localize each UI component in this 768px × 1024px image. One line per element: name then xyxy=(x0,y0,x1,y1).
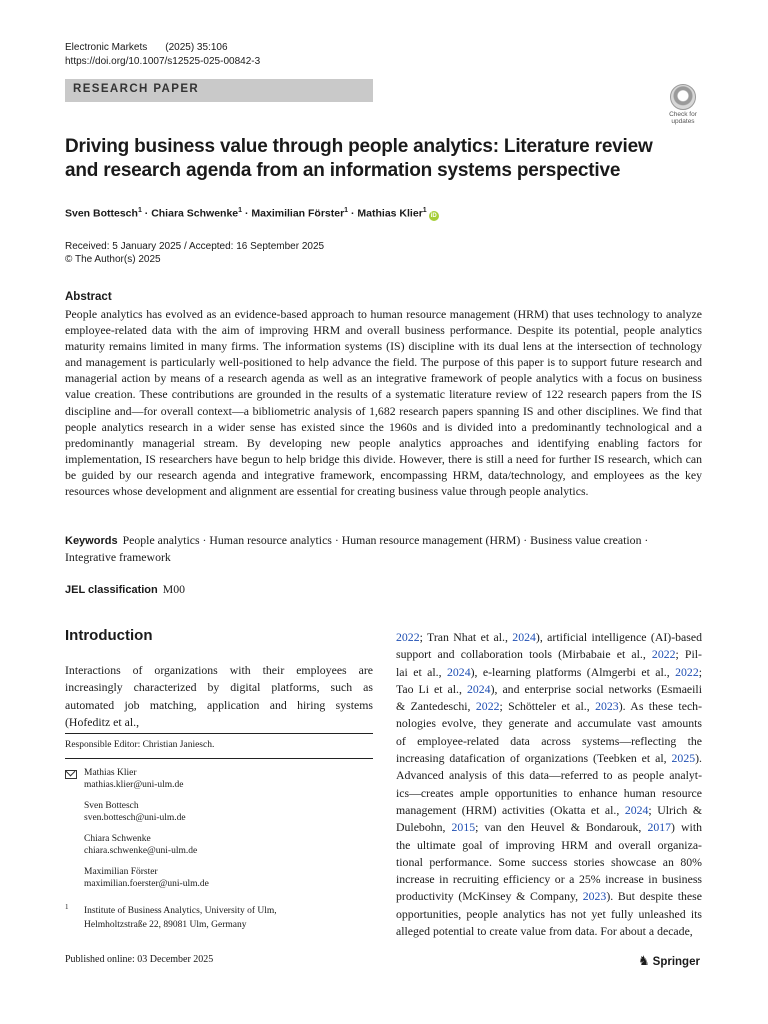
citation-link[interactable]: 2024 xyxy=(624,802,649,817)
text-segment: tional performance. Some success stories showcase an 80% xyxy=(396,854,702,869)
jel-value: M00 xyxy=(162,582,186,596)
text-line xyxy=(396,698,702,715)
jel-heading: JEL classification xyxy=(65,584,158,596)
text-line xyxy=(396,767,702,784)
text-segment: of employee-related data across systems—reflecting the xyxy=(396,733,702,748)
email-icon xyxy=(65,770,77,779)
keywords-section xyxy=(65,532,702,565)
introduction-right-text xyxy=(396,629,702,940)
text-line xyxy=(396,802,702,819)
contact-name: Mathias Klier xyxy=(84,768,137,778)
text-segment: Dulebohn, xyxy=(396,820,452,835)
citation-link[interactable]: 2022 xyxy=(675,664,699,679)
contact-entry xyxy=(84,833,197,857)
keywords-heading: Keywords xyxy=(65,535,118,547)
journal-info xyxy=(65,41,228,54)
title-line-2: and research agenda from an information systems perspective xyxy=(65,160,621,181)
citation-link[interactable]: 2022 xyxy=(396,630,420,644)
text-line xyxy=(396,681,702,698)
citation-link[interactable]: 2024 xyxy=(466,681,491,696)
affiliation-line-1: Institute of Business Analytics, University of Ulm, xyxy=(84,906,277,916)
text-segment: productivity (McKinsey & Company, xyxy=(396,889,583,904)
introduction-heading: Introduction xyxy=(65,627,153,644)
text-segment: Advanced analysis of this data—referred to as people analyt- xyxy=(396,768,702,783)
affiliation-number: 1 xyxy=(65,903,69,911)
text-segment: lai et al., xyxy=(396,664,447,679)
affiliation-marker: 1 xyxy=(238,207,243,214)
paper-title xyxy=(65,135,685,183)
affiliation-text xyxy=(84,904,277,932)
text-segment: ) with xyxy=(671,820,702,835)
keywords-text: People analytics · Human resource analytics · Human resource management (HRM) · Business value creation · Integrative framework xyxy=(65,533,649,564)
text-line xyxy=(396,837,702,854)
check-for-updates-button[interactable] xyxy=(664,84,702,124)
citation-link[interactable]: 2025 xyxy=(671,751,696,766)
text-line xyxy=(396,785,702,802)
text-segment: ; Tran Nhat et al., xyxy=(419,630,513,644)
text-line xyxy=(396,923,702,940)
contact-name: Chiara Schwenke xyxy=(84,834,151,844)
citation-link[interactable]: 2024 xyxy=(512,630,536,644)
text-segment: ). As these tech- xyxy=(618,699,703,714)
contact-entry xyxy=(84,866,209,890)
abstract-text: People analytics has evolved as an evidence-based approach to human resource management (HRM) that uses technology to analyze employee-related data with the aim of improving HRM and overall business performance. Despite its potential, people analytics maturity remains limited in many firms. The information systems (IS) discipline with its dual lens at the intersection of technology and management is particularly well-positioned to help advance the field. The purpose of this paper is to support future research and managerial action by means of a research agenda as well as an integrative framework of people analytics with a focus on business value creation. These contributions are grounded in the results of a systematic literature review of 122 research papers from the IS discipline and—for overall context—a bibliometric analysis of 1,682 research papers spanning IS and other disciplines. We find that people analytics research in a wider sense has existed since the 1960s and is divided into a predominantly technological and a predominantly managerial stream. By developing new people analytics approaches and identifying enabling factors for implementation, IS researchers have begun to help bridge this divide. However, there is still a need for further IS research, which can be guided by our research agenda and integrative framework, encompassing HRM, data/technology, and employees as the key resources whose development and alignment are essential for creating business value through people analytics. xyxy=(65,307,702,499)
author-name[interactable]: Maximilian Förster xyxy=(251,207,345,220)
affiliation-marker: 1 xyxy=(137,207,142,214)
contact-entry xyxy=(84,767,184,791)
text-segment: ; van den Heuvel & Bondarouk, xyxy=(475,820,648,835)
author-name[interactable]: Mathias Klier xyxy=(357,207,423,220)
text-segment: ). But despite these xyxy=(606,889,702,904)
text-line xyxy=(396,854,702,871)
citation-link[interactable]: 2022 xyxy=(475,699,500,714)
springer-horse-icon: ♞ xyxy=(638,953,650,968)
article-type-label: RESEARCH PAPER xyxy=(73,83,200,95)
footnote-divider xyxy=(65,733,373,734)
citation-link[interactable]: 2023 xyxy=(595,699,619,714)
text-segment: the ultimate goal of improving HRM and overall organiza- xyxy=(396,837,702,852)
contact-email[interactable]: maximilian.foerster@uni-ulm.de xyxy=(84,879,209,889)
check-updates-label: Check for updates xyxy=(669,111,697,125)
introduction-left-text: Interactions of organizations with their employees are increasingly characterized by digital platforms, such as automated job matching, application and hiring systems (Hofeditz et al., xyxy=(65,663,373,729)
publisher-logo[interactable] xyxy=(638,953,700,969)
text-line xyxy=(396,750,702,767)
citation-link[interactable]: 2015 xyxy=(451,820,476,835)
author-separator: · xyxy=(348,207,358,220)
received-accepted-dates: Received: 5 January 2025 / Accepted: 16 September 2025 xyxy=(65,241,325,252)
jel-section xyxy=(65,581,185,598)
text-line xyxy=(396,646,702,663)
text-segment: ), and enterprise social networks (Esmaeili xyxy=(490,681,702,696)
text-segment: & Zantedeschi, xyxy=(396,699,476,714)
text-line xyxy=(396,819,702,836)
orcid-icon[interactable]: iD xyxy=(430,212,437,219)
text-line xyxy=(396,733,702,750)
journal-volume: (2025) 35:106 xyxy=(165,42,228,53)
text-segment: increase in recruiting efficiency or a 25% increase in business xyxy=(396,872,702,887)
text-segment: ; Schötteler et al., xyxy=(499,699,596,714)
contact-name: Sven Bottesch xyxy=(84,801,139,811)
text-line xyxy=(396,664,702,681)
text-segment: Tao Li et al., xyxy=(396,681,467,696)
text-segment: ). xyxy=(695,751,702,766)
text-segment: nologies evolve, they generate and accumulate vast amounts xyxy=(396,716,702,731)
copyright-notice: © The Author(s) 2025 xyxy=(65,254,161,265)
title-line-1: Driving business value through people analytics: Literature review xyxy=(65,136,653,157)
text-line xyxy=(396,888,702,905)
text-line xyxy=(396,629,702,646)
contact-email[interactable]: sven.bottesch@uni-ulm.de xyxy=(84,813,186,823)
journal-name: Electronic Markets xyxy=(65,42,148,53)
affiliation-marker: 1 xyxy=(422,207,427,214)
text-segment: ; Ulrich & xyxy=(648,802,702,817)
published-online-date: Published online: 03 December 2025 xyxy=(65,954,214,965)
citation-link[interactable]: 2017 xyxy=(647,820,672,835)
author-list xyxy=(65,204,439,221)
check-updates-icon xyxy=(670,84,696,110)
text-segment: ics—creates ample opportunities to enhance human resource xyxy=(396,785,702,800)
author-name[interactable]: Chiara Schwenke xyxy=(151,207,239,220)
text-segment: ; xyxy=(698,664,702,679)
affiliation-line-2: Helmholtzstraße 22, 89081 Ulm, Germany xyxy=(84,920,247,930)
article-type-banner xyxy=(65,79,373,102)
affiliation-marker: 1 xyxy=(344,207,349,214)
text-segment: management (HRM) activities (Okatta et al., xyxy=(396,802,625,817)
publisher-name: Springer xyxy=(652,956,700,968)
contact-email[interactable]: mathias.klier@uni-ulm.de xyxy=(84,780,184,790)
citation-link[interactable]: 2022 xyxy=(651,647,676,662)
author-separator: · xyxy=(141,207,152,220)
text-line xyxy=(396,715,702,732)
text-segment: ), artificial intelligence (AI)-based xyxy=(535,630,702,644)
text-line xyxy=(396,871,702,888)
author-name[interactable]: Sven Bottesch xyxy=(65,207,138,220)
doi-link[interactable]: https://doi.org/10.1007/s12525-025-00842-3 xyxy=(65,56,261,67)
text-segment: increasing datafication of organizations (Teebken et al, xyxy=(396,751,672,766)
citation-link[interactable]: 2024 xyxy=(447,664,471,679)
contact-email[interactable]: chiara.schwenke@uni-ulm.de xyxy=(84,846,198,856)
citation-link[interactable]: 2023 xyxy=(582,889,607,904)
author-separator: · xyxy=(242,207,252,220)
text-segment: opportunities, people analytics has not yet fully unleashed its xyxy=(396,906,702,921)
text-segment: ; Pil- xyxy=(675,647,702,662)
text-segment: alleged potential to create value from data. For about a decade, xyxy=(396,924,693,939)
text-segment: ), e-learning platforms (Almgerbi et al., xyxy=(470,664,676,679)
text-segment: support and collaboration tools (Mirbabaie et al., xyxy=(396,647,652,662)
contact-name: Maximilian Förster xyxy=(84,867,158,877)
abstract-heading: Abstract xyxy=(65,291,112,303)
text-line xyxy=(396,906,702,923)
responsible-editor: Responsible Editor: Christian Janiesch. xyxy=(65,740,215,750)
contact-entry xyxy=(84,800,186,824)
footnote-divider xyxy=(65,758,373,759)
